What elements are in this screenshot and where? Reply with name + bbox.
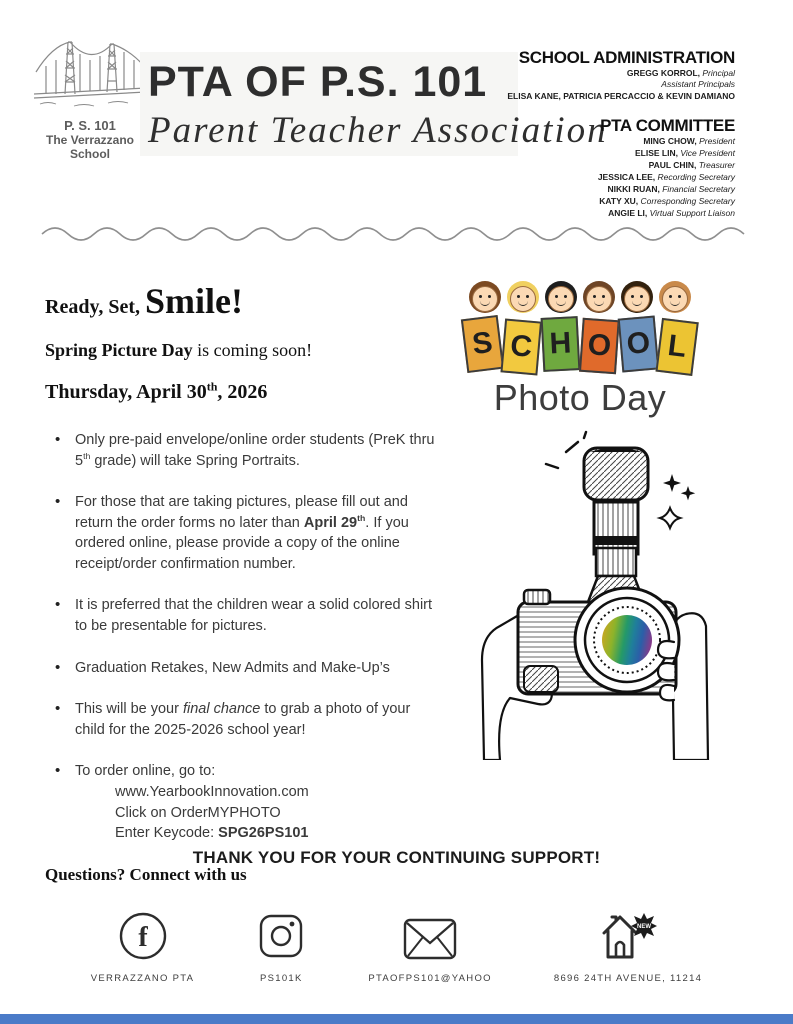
keycode-value: SPG26PS101 (218, 825, 309, 842)
letter-card: O (618, 315, 660, 372)
ready-set-smile-heading (45, 280, 465, 322)
page-subtitle: Parent Teacher Association (148, 110, 608, 151)
svg-text:NEW: NEW (637, 924, 652, 930)
member-name: ANGIE LI, (608, 207, 650, 218)
member-name: ELISE LIN, (635, 148, 681, 159)
info-bullet-list (45, 430, 465, 844)
facebook-icon (91, 905, 195, 961)
svg-text:f: f (137, 922, 148, 953)
member-role: Recording Secretary (657, 172, 735, 183)
page-title: PTA OF P.S. 101 (148, 58, 488, 106)
committee-member (505, 208, 735, 220)
committee-member (505, 148, 735, 160)
school-logo (30, 32, 150, 161)
rainbow-lens (602, 615, 652, 665)
committee-member (505, 184, 735, 196)
letter-card: C (500, 318, 542, 375)
facebook-label: VERRAZZANO PTA (90, 973, 195, 984)
letter-card: O (579, 318, 620, 374)
email-label: PTAOFPS101@YAHOO (368, 973, 492, 984)
letter-card: L (655, 318, 698, 376)
order-click: Click on OrderMYPHOTO (115, 804, 281, 821)
principal-role: Principal (702, 68, 735, 78)
footer-facebook (91, 905, 195, 984)
member-role: President (699, 136, 735, 147)
body-text-column (45, 280, 465, 885)
order-intro: • To order online, go to: (75, 763, 216, 780)
keycode-label: Enter Keycode: (115, 825, 219, 842)
thank-you-line: THANK YOU FOR YOUR CONTINUING SUPPORT! (192, 848, 601, 867)
committee-member (505, 136, 735, 148)
member-name: JESSICA LEE, (597, 172, 658, 183)
member-name: MING CHOW, (643, 136, 700, 147)
spring-picture-day-line (45, 340, 465, 361)
school-photo-day-clipart (452, 281, 708, 419)
bullet-solid-shirt: • It is preferred that the children wear a solid colored shirt to be presentable for pictures. (45, 595, 440, 636)
event-date: Thursday, April 30th, 2026 (45, 379, 268, 403)
principal-line (505, 68, 735, 79)
administration-panel (505, 48, 735, 220)
questions-line: Questions? Connect with us (45, 864, 247, 884)
member-role: Treasurer (698, 160, 735, 171)
footer-email (368, 905, 492, 984)
email-icon (368, 905, 492, 961)
member-role: Vice President (680, 148, 735, 159)
committee-member (505, 160, 735, 172)
bridge-logo-icon (30, 32, 150, 116)
committee-heading: PTA COMMITTEE (600, 116, 735, 136)
footer-instagram (256, 905, 306, 984)
logo-ps-text: P. S. 101 (64, 118, 116, 133)
camera-illustration (466, 430, 722, 760)
order-keycode-line (115, 823, 440, 844)
wavy-divider (40, 220, 755, 246)
bullet-order-forms: • For those that are taking pictures, please fill out and return the order forms no later than April 29th. If you ordered online, please provide a copy of the online receipt/order confirmation number. (45, 492, 440, 574)
member-name: PAUL CHIN, (648, 160, 699, 171)
spring-picture-day-bold: Spring Picture Day (45, 340, 193, 360)
principal-name: GREGG KORROL, (626, 68, 703, 78)
member-role: Virtual Support Liaison (649, 207, 735, 218)
assistant-names: ELISA KANE, PATRICIA PERCACCIO & KEVIN DAMIANO (507, 90, 735, 101)
letter-card: S (461, 315, 504, 373)
bullet-prepaid: • Only pre-paid envelope/online order students (PreK thru 5th grade) will take Spring Portraits. (45, 430, 440, 471)
footer-address (554, 905, 702, 984)
footer (0, 905, 793, 984)
committee-member (505, 172, 735, 184)
ready-set-text: Ready, Set, (45, 296, 145, 318)
member-name: KATY XU, (599, 195, 641, 206)
instagram-icon (256, 905, 306, 961)
instagram-label: PS101K (259, 973, 303, 984)
admin-heading: SCHOOL ADMINISTRATION (518, 48, 735, 67)
bullet-order-online (45, 761, 440, 843)
member-name: NIKKI RUAN, (607, 183, 663, 194)
bullet-final-chance: • This will be your final chance to grab a photo of your child for the 2025-2026 school year! (45, 699, 440, 740)
letter-card: H (541, 316, 581, 372)
spring-picture-day-rest: is coming soon! (192, 340, 313, 360)
photo-day-caption: Photo Day (493, 377, 667, 418)
bullet-retakes: • Graduation Retakes, New Admits and Make-Up’s (45, 658, 440, 679)
school-letter-cards (452, 317, 708, 371)
member-role: Financial Secretary (662, 183, 735, 194)
committee-member (505, 196, 735, 208)
bottom-blue-bar (0, 1014, 793, 1024)
address-label: 8696 24TH AVENUE, 11214 (553, 973, 703, 984)
logo-school-text: The Verrazzano School (45, 133, 135, 161)
title-block (140, 52, 608, 156)
smile-text: Smile! (145, 281, 243, 321)
order-website: www.YearbookInnovation.com (115, 783, 309, 800)
camera-sketch-icon (466, 430, 722, 760)
house-icon (554, 905, 702, 961)
assistant-label: Assistant Principals (661, 79, 735, 90)
member-role: Corresponding Secretary (640, 195, 735, 206)
